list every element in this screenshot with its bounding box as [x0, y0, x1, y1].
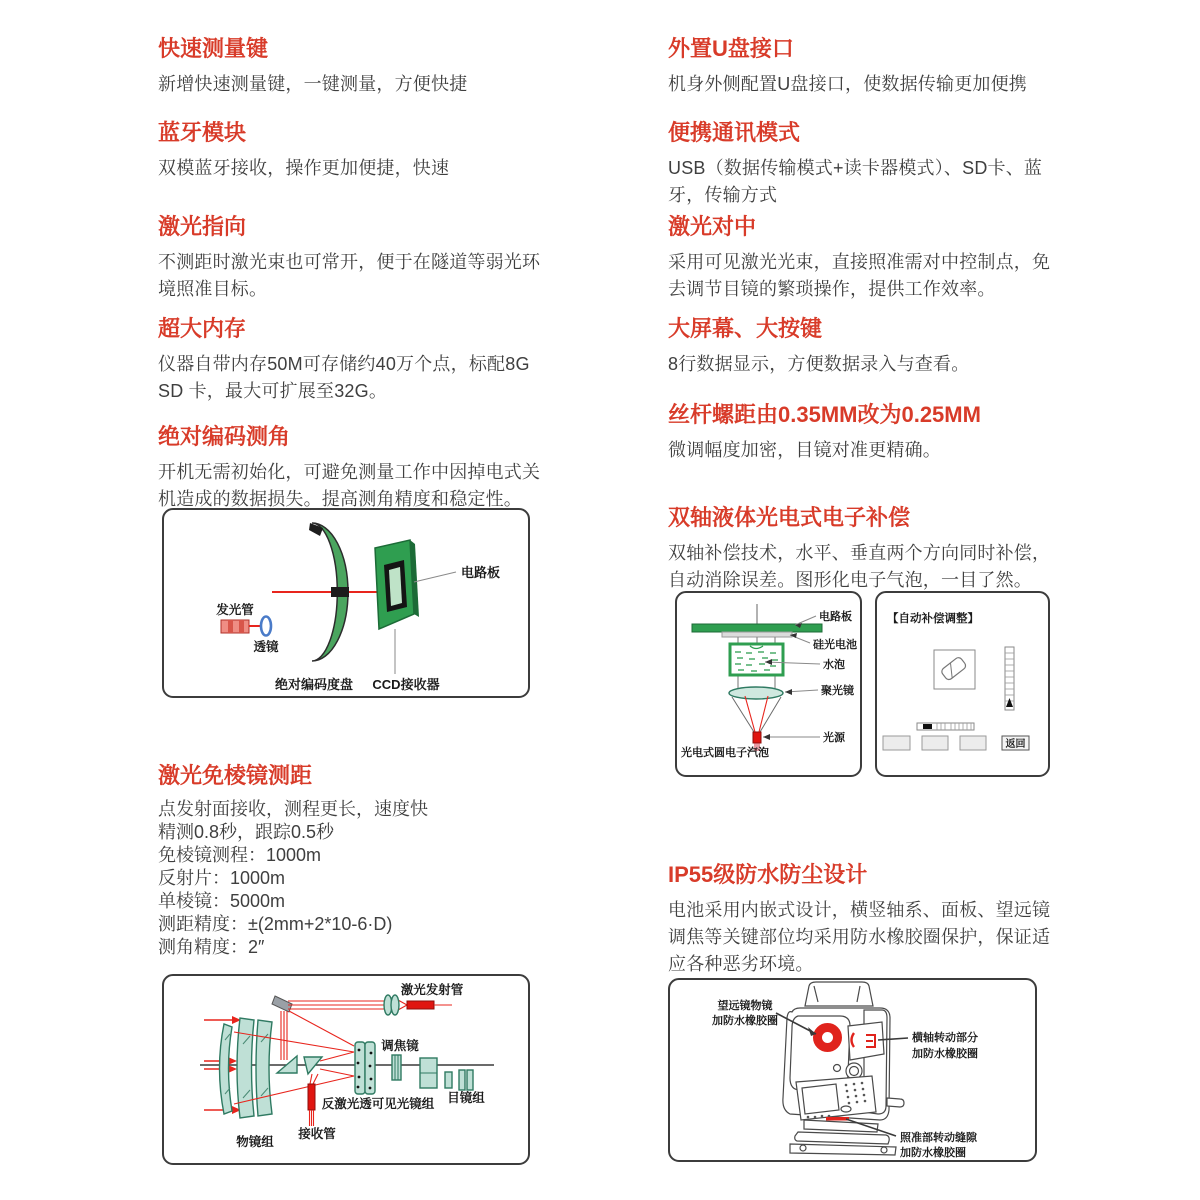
- back-softkey-label: 返回: [1005, 739, 1026, 750]
- label-eyepiece: 目镜组: [447, 1091, 485, 1105]
- section-body: 8行数据显示，方便数据录入与查看。: [668, 354, 970, 374]
- softkey-blank: [883, 736, 910, 750]
- label-objective: 物镜组: [236, 1135, 274, 1149]
- label-condenser: 聚光镜: [821, 685, 854, 697]
- pcb-bar: [692, 624, 822, 632]
- encoder-diagram: [162, 508, 530, 698]
- section-title: 便携通讯模式: [668, 120, 801, 145]
- spec-line: 单棱镜：5000m: [158, 891, 286, 911]
- section-title: 激光对中: [668, 214, 757, 239]
- section-body: 机身外侧配置U盘接口，使数据传输更加便携: [668, 74, 1027, 94]
- label-receiver: 接收管: [298, 1127, 336, 1141]
- horizontal-scale-marker: [923, 724, 932, 729]
- label-base-1: 照准部转动缝隙: [900, 1132, 977, 1144]
- light-source: [753, 732, 761, 743]
- section-body: 新增快速测量键，一键测量，方便快捷: [158, 74, 468, 94]
- emitter-band: [239, 620, 244, 633]
- eyepiece-lens: [459, 1070, 465, 1090]
- label-filter-group: 反激光透可见光镜组: [321, 1097, 435, 1111]
- section-comm-modes: [668, 120, 1068, 209]
- disc-slot: [331, 587, 349, 597]
- section-laser-plummet: [668, 214, 1068, 303]
- filter-lens: [365, 1042, 375, 1094]
- section-title: 快速测量键: [158, 36, 269, 61]
- spec-line: 精测0.8秒，跟踪0.5秒: [158, 822, 335, 842]
- emitter-tube: [221, 620, 249, 633]
- section-large-memory: [158, 316, 558, 405]
- label-bubble: 水泡: [823, 659, 845, 671]
- objective-lens: [256, 1020, 272, 1116]
- optics-diagram: [162, 974, 530, 1165]
- softkey-blank: [960, 736, 986, 750]
- section-big-screen-keys: [668, 316, 1068, 378]
- section-body: 电池采用内嵌式设计，横竖轴系、面板、望远镜调焦等关键部位均采用防水橡胶圈保护，保证适应各种恶劣环境。: [668, 900, 1051, 974]
- label-photocell: 硅光电池: [813, 639, 857, 651]
- laser-emitter-tube: [407, 1001, 434, 1009]
- condenser-lens: [729, 687, 783, 699]
- ccd-window: [389, 567, 402, 606]
- section-title: 外置U盘接口: [668, 36, 794, 61]
- label-laser-tube: 激光发射管: [400, 983, 464, 997]
- label-disc: 绝对编码度盘: [274, 677, 354, 692]
- label-base-2: 加防水橡胶圈: [900, 1147, 966, 1159]
- section-title: 超大内存: [158, 316, 247, 341]
- label-emitter: 发光管: [216, 603, 254, 617]
- section-title: 绝对编码测角: [158, 424, 291, 449]
- label-axis-2: 加防水橡胶圈: [912, 1048, 978, 1060]
- section-usb-port: [668, 36, 1068, 98]
- spec-line: 免棱镜测程：1000m: [158, 845, 322, 865]
- label-objective-1: 望远镜物镜: [717, 1000, 773, 1012]
- compensator-diagram: [675, 591, 862, 777]
- section-title: 大屏幕、大按键: [668, 316, 823, 341]
- section-screw-pitch: [668, 402, 1068, 464]
- compensation-screen-diagram: [875, 591, 1050, 777]
- label-light-source: 光源: [823, 732, 845, 744]
- spec-line: 点发射面接收，测程更长，速度快: [158, 799, 428, 819]
- section-laser-pointing: [158, 214, 558, 303]
- screen-title: 【自动补偿调整】: [887, 613, 979, 625]
- section-ip55: [668, 862, 1068, 978]
- photocell-bar: [722, 632, 792, 637]
- section-body: 开机无需初始化，可避免测量工作中因掉电式关机造成的数据损失。提高测角精度和稳定性。: [158, 462, 541, 509]
- spec-line: 测角精度：2″: [158, 937, 265, 957]
- eyepiece-lens: [467, 1070, 473, 1090]
- section-reflectorless-edm: [158, 763, 558, 959]
- waterproof-gap-red: [826, 1117, 849, 1121]
- section-body: 不测距时激光束也可常开，便于在隧道等弱光环境照准目标。: [158, 252, 541, 299]
- section-title: 双轴液体光电式电子补偿: [668, 505, 911, 530]
- softkey-blank: [922, 736, 948, 750]
- label-lens: 透镜: [253, 640, 279, 654]
- label-axis-1: 横轴转动部分: [912, 1032, 978, 1044]
- receiver-tube: [308, 1084, 315, 1110]
- section-body: USB（数据传输模式+读卡器模式）、SD卡、蓝牙，传输方式: [668, 158, 1043, 205]
- section-title: 激光指向: [158, 214, 247, 239]
- spec-line: 测距精度：±(2mm+2*10-6·D): [158, 914, 393, 934]
- label-objective-2: 加防水橡胶圈: [712, 1015, 778, 1027]
- label-pcb: 电路板: [461, 565, 501, 580]
- section-body: 微调幅度加密，目镜对准更精确。: [668, 440, 941, 460]
- section-title: IP55级防水防尘设计: [668, 862, 868, 887]
- section-body: 双轴补偿技术，水平、垂直两个方向同时补偿，自动消除误差。图形化电子气泡，一目了然。: [668, 543, 1051, 590]
- eyepiece-lens: [445, 1072, 452, 1088]
- section-title: 激光免棱镜测距: [158, 763, 313, 788]
- collimator-lens: [391, 995, 399, 1015]
- label-caption: 光电式圆电子汽泡: [681, 747, 769, 759]
- emitter-band: [228, 620, 233, 633]
- instrument-diagram: [668, 978, 1037, 1162]
- section-dual-axis-compensator: [668, 505, 1068, 594]
- spec-line: 反射片：1000m: [158, 868, 286, 888]
- section-bluetooth: [158, 120, 558, 182]
- section-title: 蓝牙模块: [158, 120, 247, 145]
- section-body: 仪器自带内存50M可存储约40万个点，标配8G SD 卡，最大可扩展至32G。: [158, 354, 530, 401]
- label-focus-lens: 调焦镜: [381, 1039, 419, 1053]
- section-title: 丝杆螺距由0.35MM改为0.25MM: [668, 402, 981, 427]
- section-absolute-encoder: [158, 424, 558, 513]
- focusing-lens: [392, 1055, 401, 1080]
- section-body: 双模蓝牙接收，操作更加便捷，快速: [158, 158, 450, 178]
- section-body: 采用可见激光光束，直接照准需对中控制点，免去调节目镜的繁琐操作，提供工作效率。: [668, 252, 1051, 299]
- label-pcb: 电路板: [819, 611, 852, 623]
- section-quick-measure-key: [158, 36, 558, 98]
- label-ccd: CCD接收器: [372, 677, 440, 692]
